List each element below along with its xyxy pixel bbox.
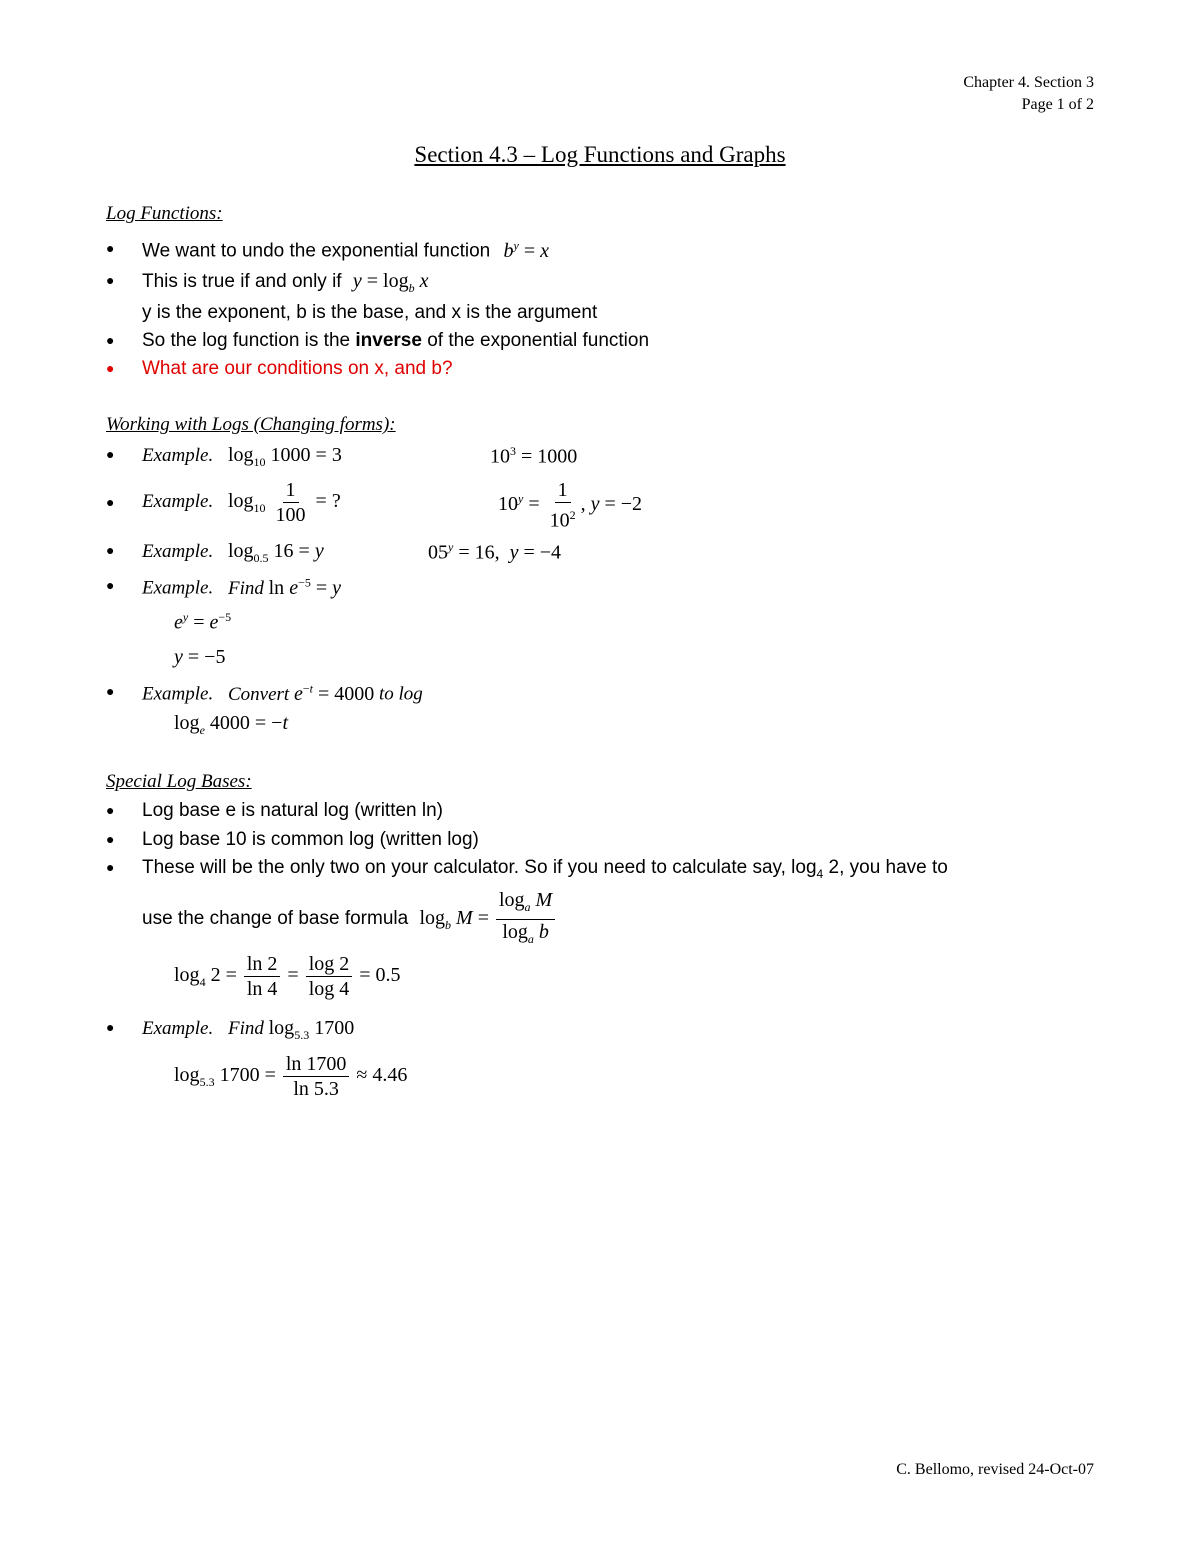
bullet-icon: ● [106,448,115,463]
page-number: Page 1 of 2 [1021,96,1094,113]
example-log-0.5-16: Example. $\log_{0.5} 16 = y$ $05^y = 16$, y = −4 [142,540,562,565]
bullet-icon: ● [106,544,115,559]
bullet-icon: ● [106,579,115,594]
step-log-5.3-1700: $\log_{5.3} 1700$ = $\frac{\ln 1700}{\ln 5.3}$ ≈ 4.46 [174,1053,408,1100]
bullet-icon: ● [106,496,115,511]
example-log10-fraction: Example. $\log_{10}$ $\frac{1}{100}$ = ? $10^y$ = $\frac{1}{10^2}$ , y = −2 [142,479,643,532]
change-of-base-formula-line: use the change of base formula $\log_b M$ = $\frac{\log_a M}{\log_a b}$ [142,888,557,951]
example-log4-2: $\log_4 2$ = $\frac{\ln 2}{\ln 4}$ = $\frac{\log 2}{\log 4}$ = 0.5 [174,953,401,1000]
page-title: Section 4.3 – Log Functions and Graphs [414,142,786,167]
step-y-equals: y = −5 [174,646,226,668]
bullet-icon: ● [106,833,115,848]
bullet-icon: ● [106,274,115,289]
bullet-undo-exponential: We want to undo the exponential function $b^y = x$ [142,238,550,262]
page-header [963,72,1094,116]
example-find-log-5.3: Example. Find $\log_{5.3} 1700$ [142,1017,355,1042]
heading-log-functions: Log Functions: [106,203,223,224]
exponent-base-argument-note: y is the exponent, b is the base, and x is the argument [142,302,598,323]
bullet-icon: ● [106,1021,115,1036]
bullet-icon: ● [106,242,115,257]
example-find-ln: Example. Find $\ln e^{-5} = y$ [142,575,342,599]
heading-working-with-logs: Working with Logs (Changing forms): [106,414,396,435]
bullet-icon: ● [106,804,115,819]
page-footer: C. Bellomo, revised 24-Oct-07 [896,1461,1094,1478]
bullet-icon: ● [106,362,115,377]
bullet-icon: ● [106,685,115,700]
bullet-text: We want to undo the exponential function [142,240,491,262]
heading-special-log-bases: Special Log Bases: [106,771,252,792]
bullet-natural-log: Log base e is natural log (written ln) [142,800,443,821]
example-convert: Example. Convert $e^{-t} = 4000$ to log [142,681,423,705]
step-e-power: $e^y = e^{-5}$ [174,610,232,634]
example-log10-1000: Example. $\log_{10} 1000 = 3$ $10^3 = 1000$ [142,444,578,469]
bullet-common-log: Log base 10 is common log (written log) [142,829,479,850]
bullet-icon: ● [106,861,115,876]
chapter-section-label: Chapter 4. Section 3 [963,74,1094,91]
bullet-conditions-question: What are our conditions on x, and b? [142,358,453,379]
bullet-inverse: So the log function is the inverse of the exponential function [142,330,650,351]
bullet-iff: This is true if and only if $y = \log_b x$ [142,270,429,295]
bullet-text: This is true if and only if [142,271,342,292]
step-log-e-4000: $\log_e 4000 = -t$ [174,712,289,737]
bullet-calculator-note: These will be the only two on your calculator. So if you need to calculate say, $\log_4 2$, you have to [142,857,948,881]
bullet-icon: ● [106,334,115,349]
